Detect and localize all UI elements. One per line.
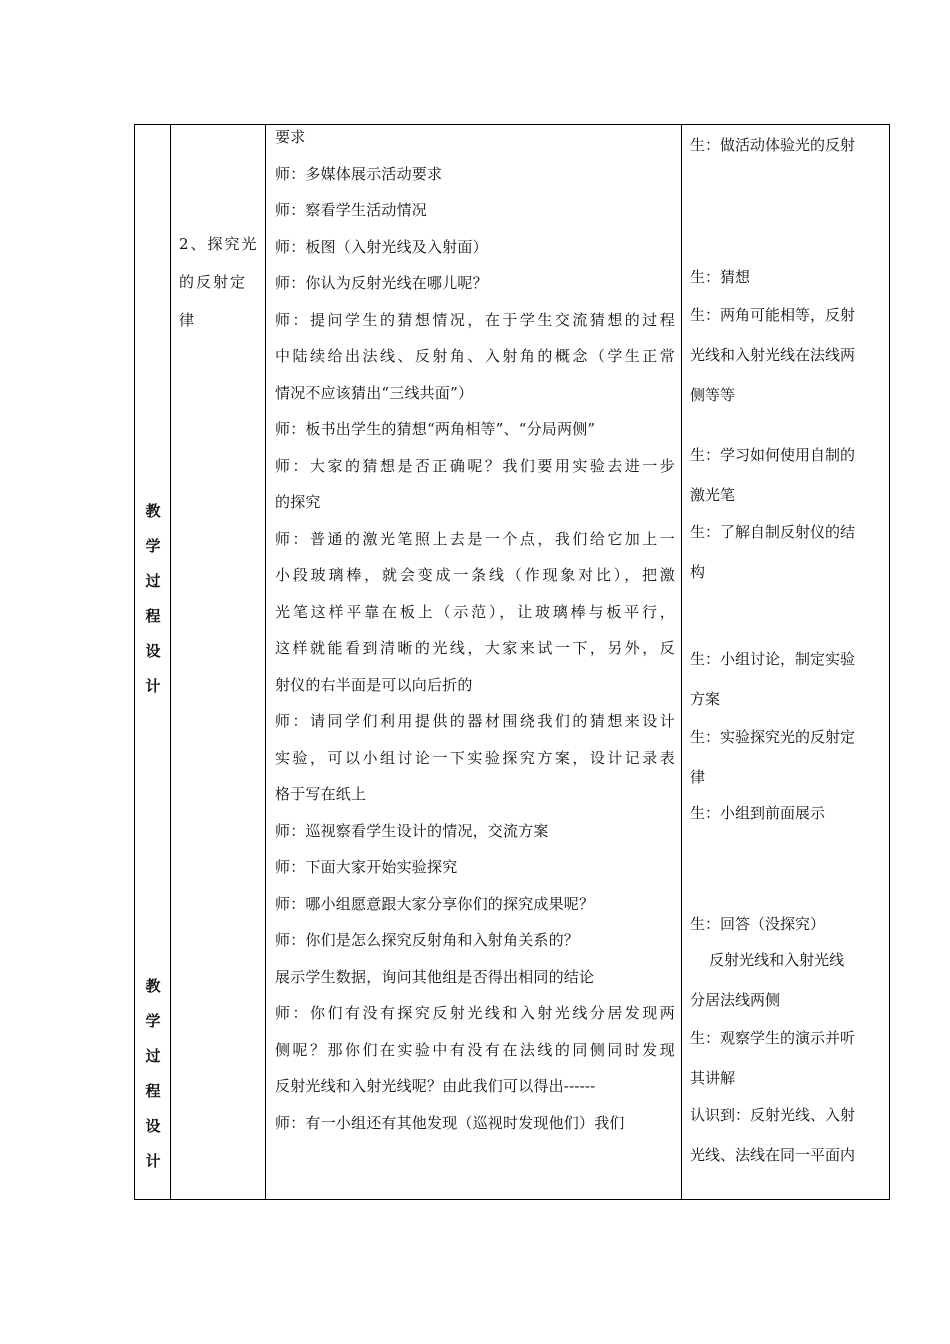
student-item xyxy=(690,512,885,592)
teacher-line: 这样就能看到清晰的光线，大家来试一下，另外，反 xyxy=(275,639,675,657)
student-line: 生：实验探究光的反射定 xyxy=(690,728,856,746)
teacher-activities xyxy=(275,125,675,1147)
column-divider xyxy=(681,125,682,1199)
teacher-line: 反射光线和入射光线呢？由此我们可以得出------ xyxy=(275,1077,596,1095)
student-line: 生：学习如何使用自制的 xyxy=(690,446,856,464)
teacher-line: 师：你们是怎么探究反射角和入射角关系的？ xyxy=(275,931,580,949)
teacher-line: 师：大家的猜想是否正确呢？我们要用实验去进一步 xyxy=(275,456,675,475)
step-title: 2、探究光的反射定律 xyxy=(179,235,259,329)
student-line: 激光笔 xyxy=(690,486,736,504)
lesson-table xyxy=(134,124,890,1200)
student-item xyxy=(690,793,885,833)
student-line: 律 xyxy=(690,768,706,786)
teacher-line: 格于写在纸上 xyxy=(275,785,367,803)
teacher-line: 射仪的右半面是可以向后折的 xyxy=(275,675,473,694)
student-line: 生：小组讨论，制定实验 xyxy=(690,650,856,668)
student-line: 光线和入射光线在法线两 xyxy=(690,346,856,364)
student-line: 生：做活动体验光的反射 xyxy=(690,136,856,154)
student-line: 生：回答（没探究） xyxy=(690,915,826,933)
column-divider xyxy=(265,125,266,1199)
teacher-line: 师：多媒体展示活动要求 xyxy=(275,164,443,183)
label-char: 设 xyxy=(145,642,161,660)
teacher-line: 师：请同学们利用提供的器材围绕我们的猜想来设计 xyxy=(275,712,675,730)
label-char: 设 xyxy=(145,1117,161,1135)
student-line: 反射光线和入射光线 xyxy=(690,951,845,969)
label-char: 教 xyxy=(145,502,161,520)
student-item xyxy=(690,717,885,797)
section-label-top xyxy=(135,494,171,704)
teacher-line: 光笔这样平靠在板上（示范），让玻璃棒与板平行， xyxy=(275,602,675,621)
teacher-line: 师：板书出学生的猜想“两角相等”、“分局两侧” xyxy=(275,420,596,438)
student-item xyxy=(690,1095,885,1175)
student-item xyxy=(690,435,885,515)
teacher-line: 师：普通的激光笔照上去是一个点，我们给它加上一 xyxy=(275,529,675,548)
student-item xyxy=(690,639,885,719)
label-char: 过 xyxy=(145,1047,161,1065)
teacher-line: 师：有一小组还有其他发现（巡视时发现他们）我们 xyxy=(275,1113,625,1132)
student-line: 生：小组到前面展示 xyxy=(690,804,826,822)
student-line: 认识到：反射光线、入射 xyxy=(690,1106,856,1124)
teacher-line: 的探究 xyxy=(275,493,321,511)
teacher-line: 小段玻璃棒，就会变成一条线（作现象对比），把激 xyxy=(275,566,675,584)
label-char: 计 xyxy=(145,1152,161,1170)
teacher-line: 实验，可以小组讨论一下实验探究方案，设计记录表 xyxy=(275,748,675,767)
label-char: 计 xyxy=(145,677,161,695)
student-line: 侧等等 xyxy=(690,386,736,404)
teacher-line: 师：提问学生的猜想情况，在于学生交流猜想的过程 xyxy=(275,310,675,329)
teacher-line: 师：板图（入射光线及入射面） xyxy=(275,237,488,256)
teacher-line: 要求 xyxy=(275,128,306,146)
student-line: 生：猜想 xyxy=(690,268,751,286)
teacher-line: 师：你认为反射光线在哪儿呢？ xyxy=(275,274,488,292)
teacher-line: 中陆续给出法线、反射角、入射角的概念（学生正常 xyxy=(275,347,675,365)
student-line: 其讲解 xyxy=(690,1069,736,1087)
teacher-line: 师：下面大家开始实验探究 xyxy=(275,858,458,876)
student-line: 生：两角可能相等，反射 xyxy=(690,306,856,324)
teacher-line: 师：巡视察看学生设计的情况，交流方案 xyxy=(275,821,549,840)
label-char: 学 xyxy=(145,1012,161,1030)
student-item xyxy=(690,125,885,165)
teacher-line: 展示学生数据，询问其他组是否得出相同的结论 xyxy=(275,967,595,986)
label-char: 过 xyxy=(145,572,161,590)
label-char: 教 xyxy=(145,977,161,995)
label-char: 程 xyxy=(145,607,161,625)
student-item xyxy=(690,904,885,944)
teacher-line: 侧呢？那你们在实验中有没有在法线的同侧同时发现 xyxy=(275,1040,675,1059)
student-line: 分居法线两侧 xyxy=(690,991,781,1009)
teacher-line: 师：你们有没有探究反射光线和入射光线分居发现两 xyxy=(275,1004,675,1022)
student-item xyxy=(690,1018,885,1098)
teacher-line: 师：哪小组愿意跟大家分享你们的探究成果呢？ xyxy=(275,894,595,913)
student-line: 生：观察学生的演示并听 xyxy=(690,1029,856,1047)
label-char: 程 xyxy=(145,1082,161,1100)
student-item xyxy=(690,257,885,297)
teacher-line: 情况不应该猜出“三线共面”） xyxy=(275,383,474,402)
student-item xyxy=(690,295,885,415)
student-line: 生：了解自制反射仪的结 xyxy=(690,523,856,541)
teacher-line: 师：察看学生活动情况 xyxy=(275,201,428,219)
label-char: 学 xyxy=(145,537,161,555)
section-label-bottom xyxy=(135,969,171,1179)
student-line: 构 xyxy=(690,563,706,581)
student-line: 光线、法线在同一平面内 xyxy=(690,1146,856,1164)
student-item xyxy=(690,940,885,1020)
student-line: 方案 xyxy=(690,690,721,708)
